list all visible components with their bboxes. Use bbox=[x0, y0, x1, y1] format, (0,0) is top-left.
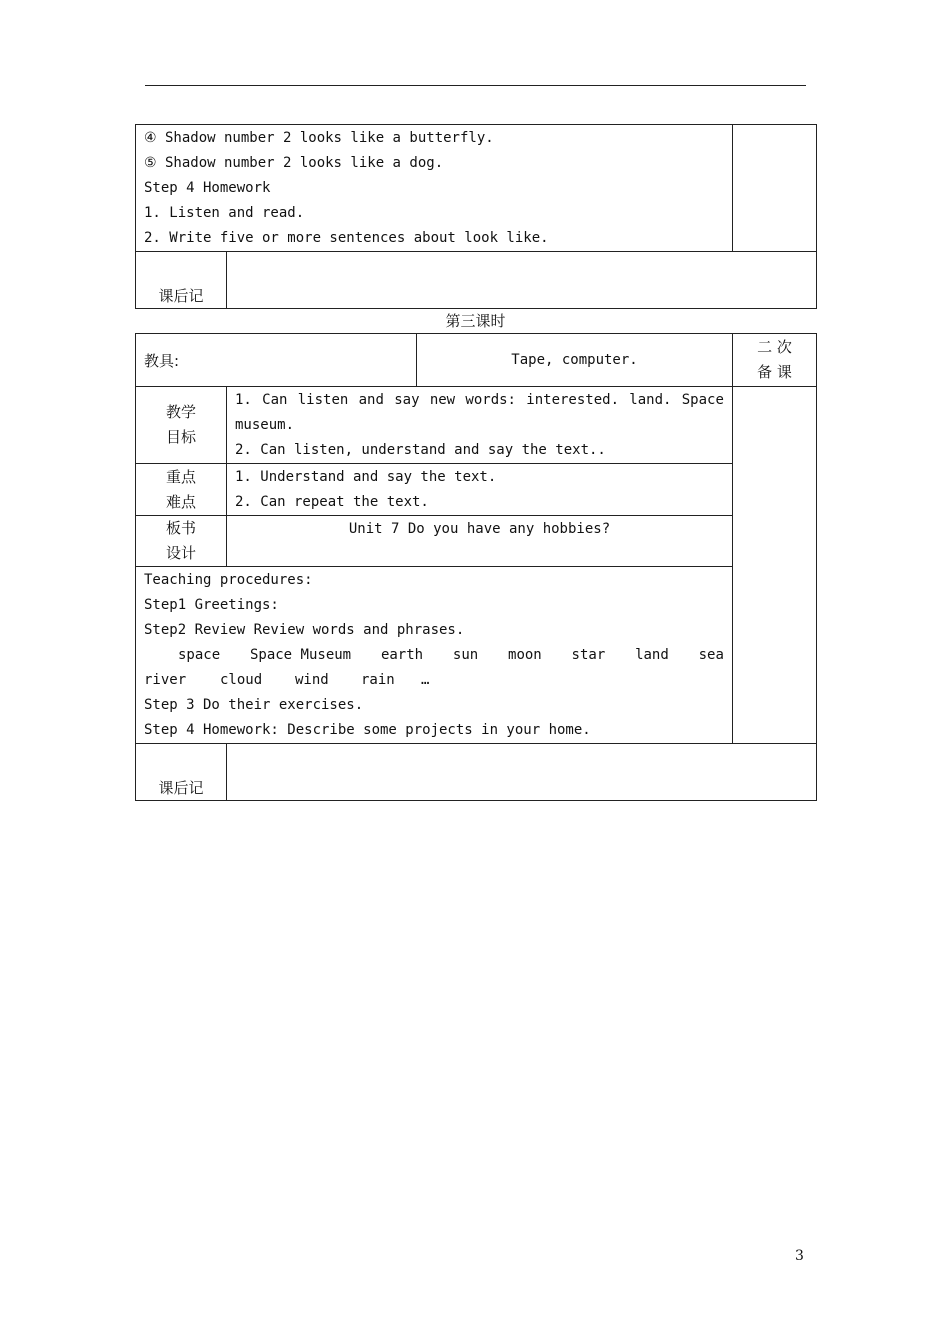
second-prep-cell bbox=[733, 125, 817, 252]
notes-cell bbox=[227, 744, 817, 801]
vocab-word: moon bbox=[508, 647, 542, 663]
steps-cell bbox=[136, 125, 733, 252]
goal-word: 1. bbox=[235, 392, 252, 408]
content-line: 2. Write five or more sentences about look like. bbox=[144, 230, 549, 246]
goal-word: words: bbox=[465, 392, 516, 408]
goals-line: 2. Can listen, understand and say the text.. bbox=[235, 442, 606, 458]
vocab-row bbox=[144, 643, 724, 668]
lesson-title: 第三课时 bbox=[445, 312, 506, 330]
vocab-word: land bbox=[635, 647, 669, 663]
second-prep-label-cell bbox=[733, 334, 817, 387]
vocab-word: earth bbox=[380, 647, 424, 663]
content-line: ⑤ Shadow number 2 looks like a dog. bbox=[144, 155, 444, 171]
goal-word: and bbox=[358, 392, 384, 408]
key-cell bbox=[227, 464, 733, 516]
page-number: 3 bbox=[795, 1248, 804, 1264]
key-label: 难点 bbox=[165, 492, 196, 511]
aids-value-cell bbox=[417, 334, 733, 387]
vocab-word: river bbox=[144, 672, 187, 688]
procedure-line: Step2 Review Review words and phrases. bbox=[144, 622, 465, 638]
content-line: Step 4 Homework bbox=[144, 180, 271, 196]
content-line: 1. Listen and read. bbox=[144, 205, 305, 221]
goals-label: 教学 bbox=[165, 403, 196, 421]
goal-word: land. bbox=[629, 392, 672, 408]
key-label: 重点 bbox=[165, 467, 196, 486]
vocab-word: Space Museum bbox=[249, 647, 352, 663]
vocab-word: sun bbox=[452, 647, 479, 663]
second-prep-cell bbox=[733, 387, 817, 744]
board-value: Unit 7 Do you have any hobbies? bbox=[348, 521, 611, 537]
second-prep-label: 二 次 bbox=[757, 338, 792, 356]
notes-label: 课后记 bbox=[158, 779, 204, 797]
vocab-word: cloud bbox=[220, 672, 263, 688]
goal-word: Can bbox=[262, 392, 288, 408]
notes-label-cell bbox=[136, 252, 227, 309]
vocab-word: rain bbox=[361, 672, 395, 688]
vocab-word: star bbox=[571, 647, 606, 663]
lesson-table bbox=[135, 333, 817, 801]
notes-label: 课后记 bbox=[158, 287, 204, 305]
header-rule bbox=[145, 85, 806, 86]
goals-cell bbox=[227, 387, 733, 464]
procedures-cell bbox=[136, 567, 733, 744]
goals-line: museum. bbox=[235, 417, 295, 433]
vocab-word: wind bbox=[295, 672, 329, 688]
goal-word: Space bbox=[681, 392, 724, 408]
procedure-line: Teaching procedures: bbox=[144, 572, 313, 588]
vocab-row bbox=[144, 668, 724, 693]
key-line: 2. Can repeat the text. bbox=[235, 494, 429, 510]
goal-word: listen bbox=[297, 392, 349, 408]
content-line: ④ Shadow number 2 looks like a butterfly. bbox=[144, 130, 494, 146]
notes-cell bbox=[227, 252, 817, 309]
vocab-word: space bbox=[178, 647, 221, 663]
board-label: 设计 bbox=[165, 544, 196, 562]
aids-label-cell bbox=[136, 334, 417, 387]
board-label-cell bbox=[136, 516, 227, 567]
goals-label-cell bbox=[136, 387, 227, 464]
vocab-word: sea bbox=[698, 647, 724, 663]
key-line: 1. Understand and say the text. bbox=[235, 469, 497, 485]
key-label-cell bbox=[136, 464, 227, 516]
goals-label: 目标 bbox=[165, 428, 196, 446]
goals-line bbox=[235, 388, 724, 413]
lesson-table-continued bbox=[135, 124, 817, 309]
second-prep-label: 备 课 bbox=[757, 363, 792, 381]
goal-word: new bbox=[429, 392, 456, 408]
aids-value: Tape, computer. bbox=[511, 352, 638, 368]
board-label: 板书 bbox=[165, 519, 196, 537]
procedure-line: Step1 Greetings: bbox=[144, 597, 279, 613]
procedure-line: Step 3 Do their exercises. bbox=[144, 697, 364, 713]
goal-word: interested. bbox=[526, 392, 619, 408]
board-cell bbox=[227, 516, 733, 567]
procedure-line: Step 4 Homework: Describe some projects in your home. bbox=[144, 722, 591, 738]
notes-label-cell bbox=[136, 744, 227, 801]
aids-label: 教具: bbox=[144, 351, 180, 370]
goal-word: say bbox=[394, 392, 420, 408]
vocab-word: … bbox=[421, 672, 430, 688]
